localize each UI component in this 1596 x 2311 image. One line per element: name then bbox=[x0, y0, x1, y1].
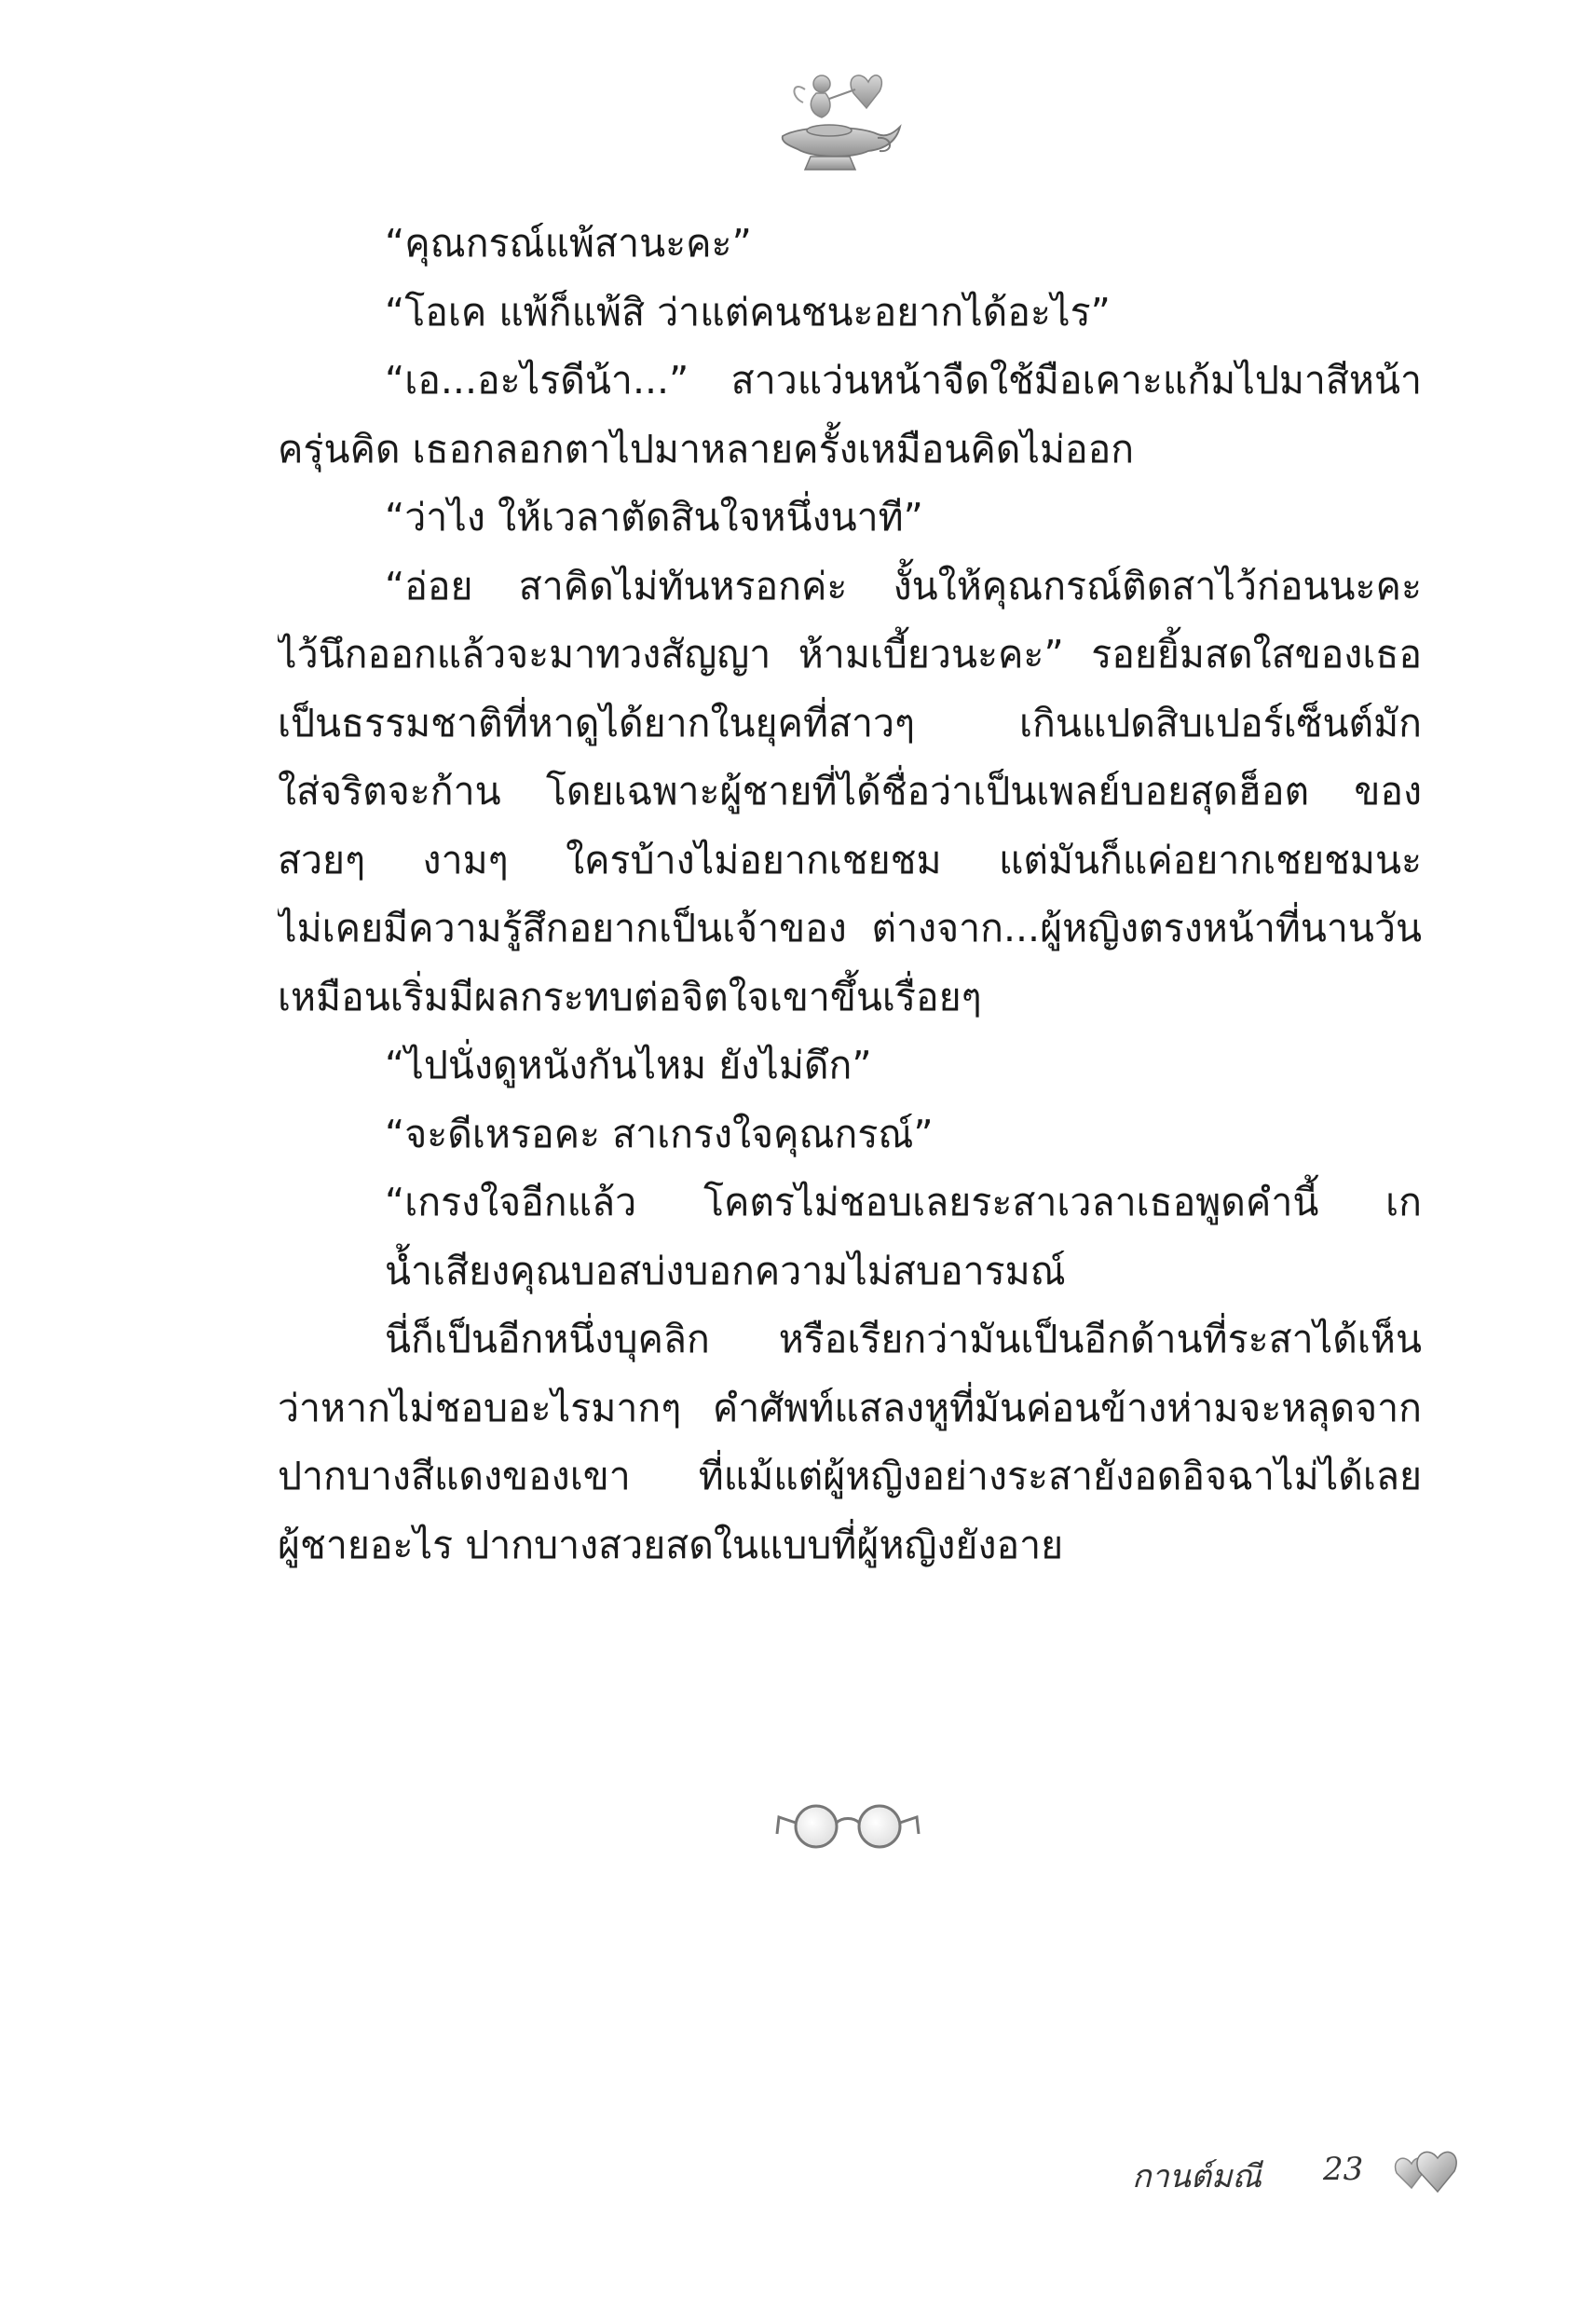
body-text bbox=[278, 210, 1422, 1579]
text-line: ว่าหากไม่ชอบอะไรมากๆ คำศัพท์แสลงหูที่มันค่อนข้างห่ามจะหลุดจาก bbox=[278, 1385, 1422, 1430]
text-line: ไว้นึกออกแล้วจะมาทวงสัญญา ห้ามเบี้ยวนะคะ” รอยยิ้มสดใสของเธอ bbox=[278, 632, 1422, 677]
text-line: นี่ก็เป็นอีกหนึ่งบุคลิก หรือเรียกว่ามันเป็นอีกด้านที่ระสาได้เห็น bbox=[385, 1317, 1422, 1361]
page-footer bbox=[1095, 2143, 1505, 2199]
text-line: “เอ...อะไรดีน้า...” สาวแว่นหน้าจืดใช้มือเคาะแก้มไปมาสีหน้า bbox=[385, 358, 1422, 403]
text-line: เหมือนเริ่มมีผลกระทบต่อจิตใจเขาขึ้นเรื่อยๆ bbox=[278, 974, 982, 1019]
text-line: “โอเค แพ้ก็แพ้สิ ว่าแต่คนชนะอยากได้อะไร” bbox=[385, 289, 1111, 335]
book-title: กานต์มณี bbox=[1132, 2158, 1262, 2195]
eyeglasses-icon bbox=[773, 1797, 922, 1853]
text-line: เป็นธรรมชาติที่หาดูได้ยากในยุคที่สาวๆ เกินแปดสิบเปอร์เซ็นต์มัก bbox=[278, 700, 1422, 745]
text-line: ครุ่นคิด เธอกลอกตาไปมาหลายครั้งเหมือนคิดไม่ออก bbox=[278, 426, 1135, 472]
text-line: สวยๆ งามๆ ใครบ้างไม่อยากเชยชม แต่มันก็แค่อยากเชยชมนะ bbox=[278, 837, 1422, 882]
text-line: น้ำเสียงคุณบอสบ่งบอกความไม่สบอารมณ์ bbox=[385, 1248, 1066, 1293]
text-line: ไม่เคยมีความรู้สึกอยากเป็นเจ้าของ ต่างจาก...ผู้หญิงตรงหน้าที่นานวัน bbox=[278, 906, 1422, 950]
page-number: 23 bbox=[1323, 2151, 1364, 2188]
text-line: “จะดีเหรอคะ สาเกรงใจคุณกรณ์” bbox=[385, 1111, 934, 1156]
genie-lamp-cupid-icon bbox=[764, 56, 904, 177]
text-line: ใส่จริตจะก้าน โดยเฉพาะผู้ชายที่ได้ชื่อว่าเป็นเพลย์บอยสุดฮ็อต ของ bbox=[278, 769, 1422, 814]
text-line: ผู้ชายอะไร ปากบางสวยสดในแบบที่ผู้หญิงยังอาย bbox=[278, 1522, 1064, 1567]
text-line: “ไปนั่งดูหนังกันไหม ยังไม่ดึก” bbox=[385, 1043, 872, 1087]
text-line: “เกรงใจอีกแล้ว โคตรไม่ชอบเลยระสาเวลาเธอพูดคำนี้ เก bbox=[385, 1180, 1422, 1224]
text-line: “ว่าไง ให้เวลาตัดสินใจหนึ่งนาที” bbox=[385, 495, 923, 540]
text-line: “คุณกรณ์แพ้สานะคะ” bbox=[385, 221, 752, 266]
text-line: ปากบางสีแดงของเขา ที่แม้แต่ผู้หญิงอย่างระสายังอดอิจฉาไม่ได้เลย bbox=[278, 1454, 1422, 1498]
text-line: “อ่อย สาคิดไม่ทันหรอกค่ะ งั้นให้คุณกรณ์ติดสาไว้ก่อนนะคะ bbox=[385, 563, 1422, 609]
hearts-icon bbox=[1391, 2143, 1466, 2195]
